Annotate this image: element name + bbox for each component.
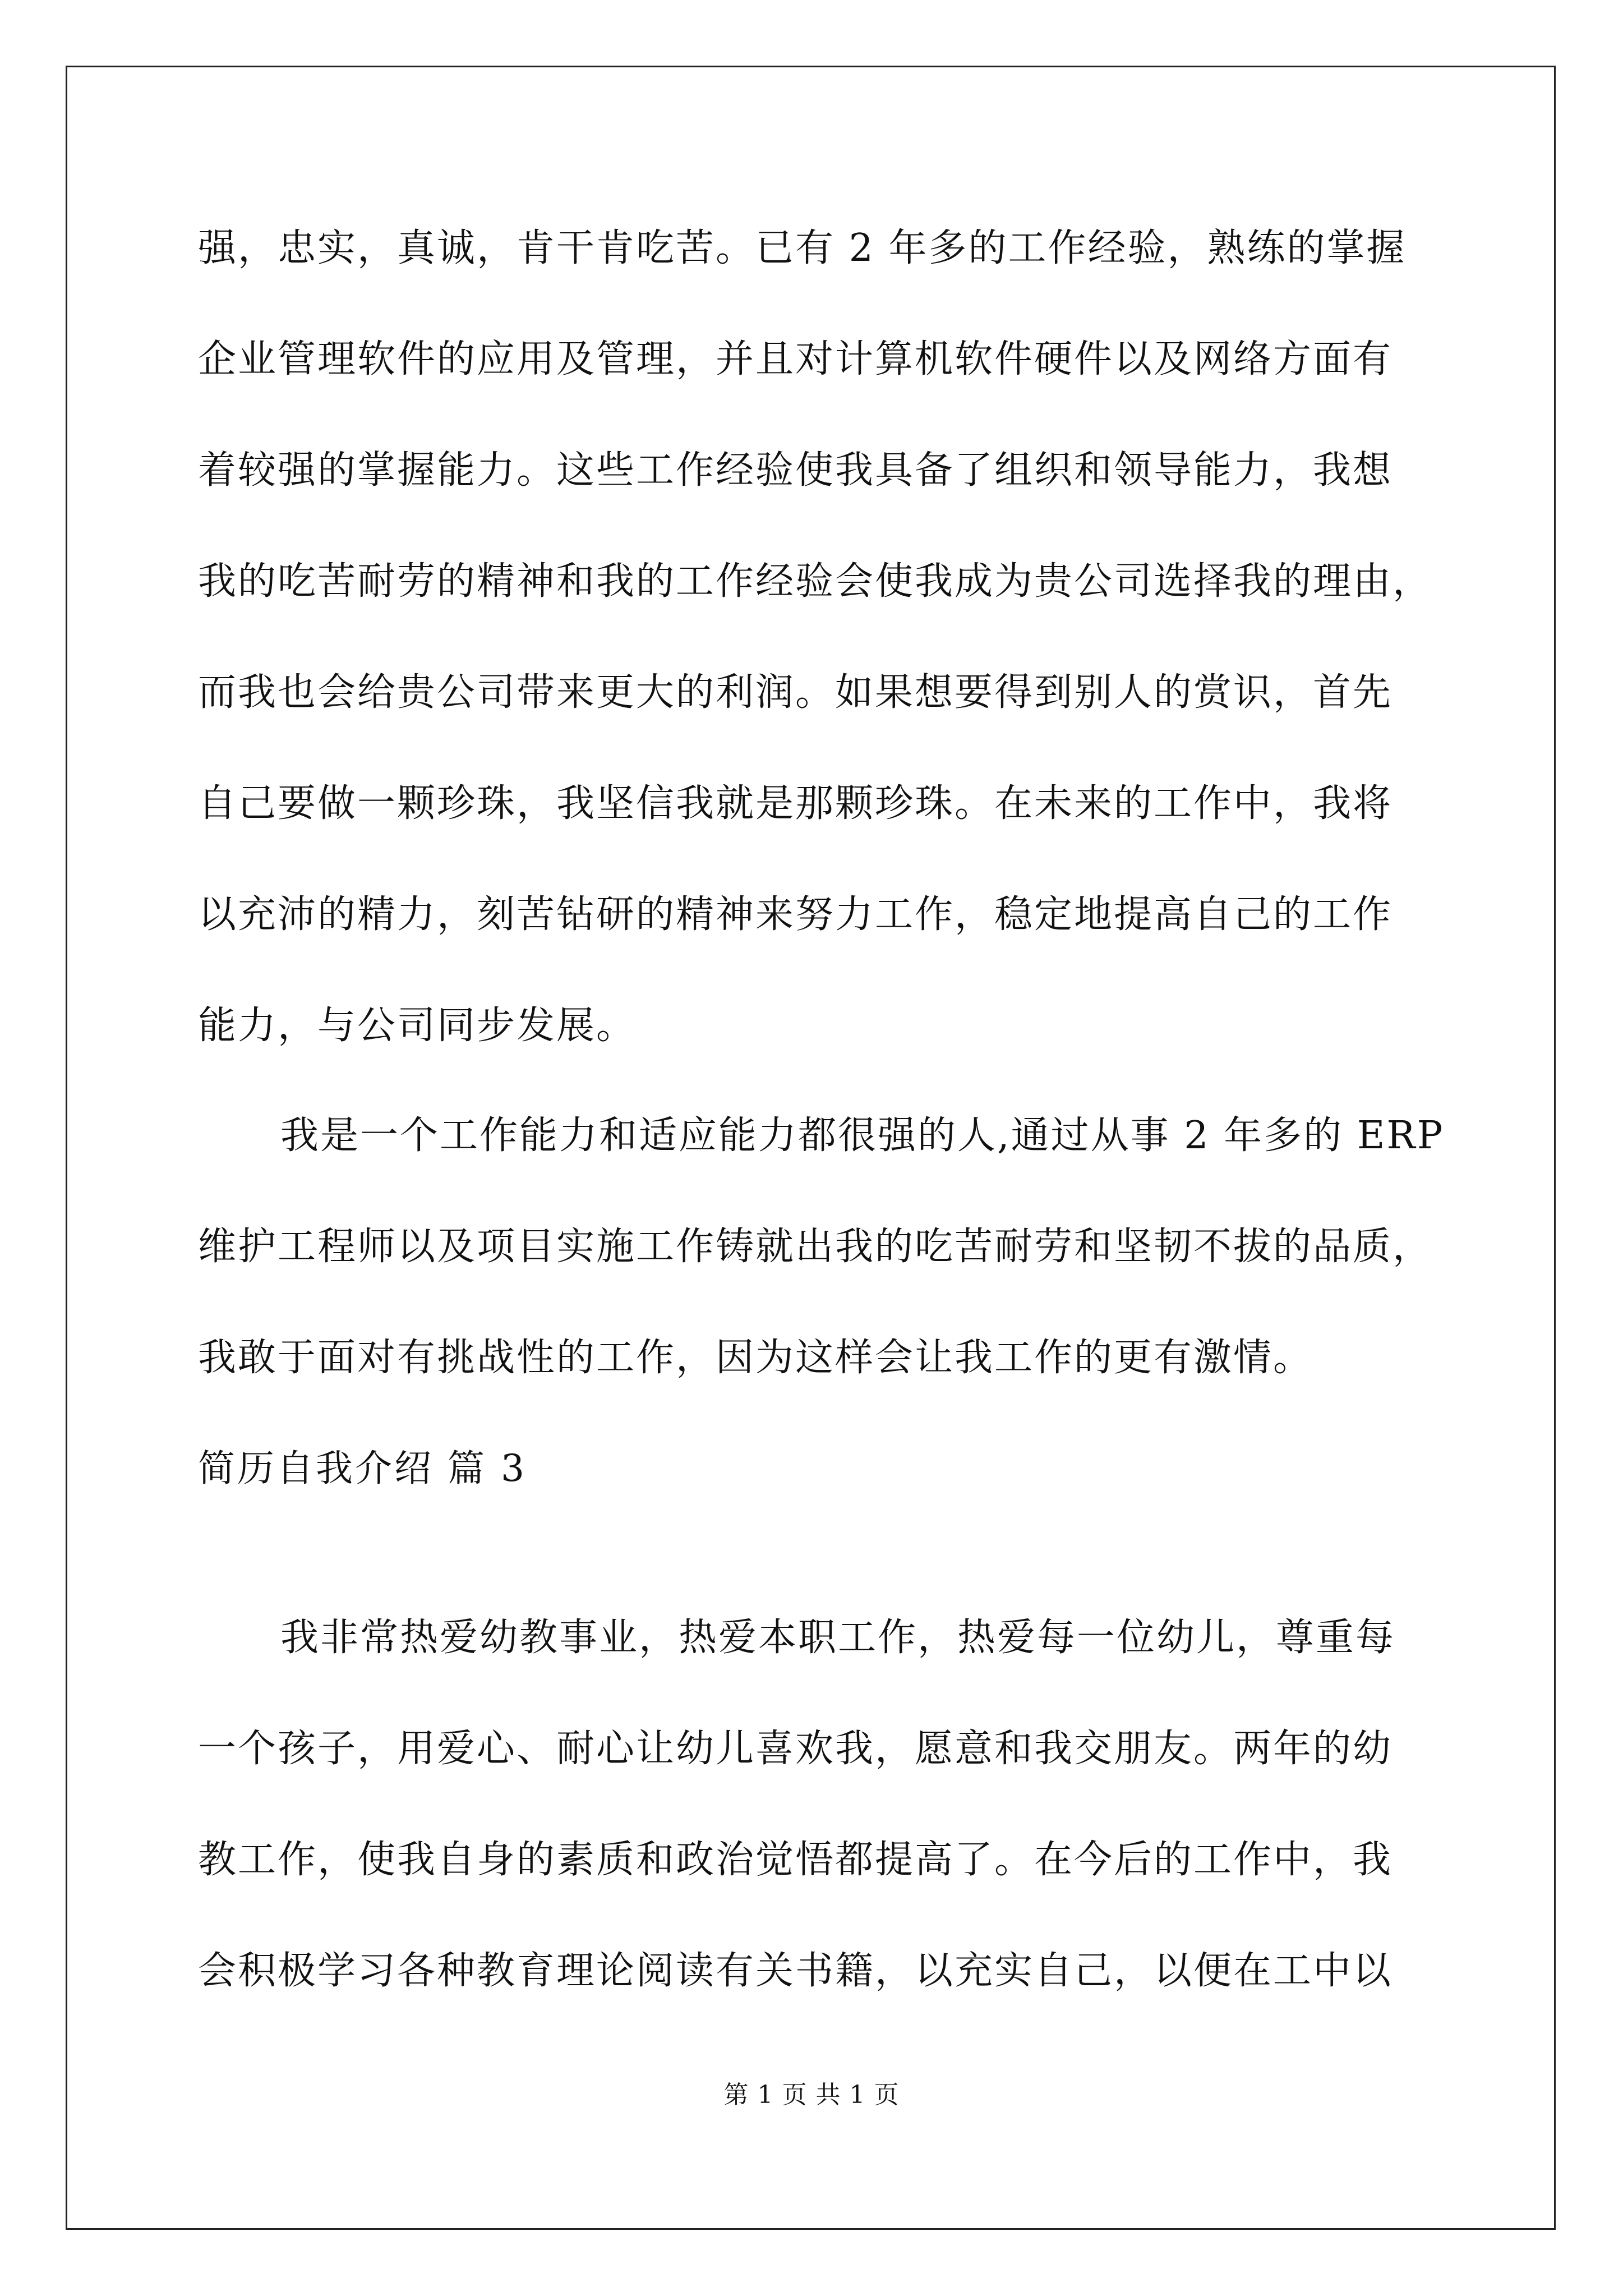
section-heading: 简历自我介绍 篇 3 (198, 1447, 527, 1490)
text-line: 而我也会给贵公司带来更大的利润。如果想要得到别人的赏识，首先 (198, 670, 1393, 715)
text-line: 我是一个工作能力和适应能力都很强的人,通过从事 2 年多的 ERP (280, 1114, 1445, 1158)
text-line: 着较强的掌握能力。这些工作经验使我具备了组织和领导能力，我想 (198, 448, 1393, 493)
text-line: 企业管理软件的应用及管理，并且对计算机软件硬件以及网络方面有 (198, 337, 1393, 381)
text-line: 教工作，使我自身的素质和政治觉悟都提高了。在今后的工作中，我 (198, 1838, 1393, 1882)
page-footer: 第 1 页 共 1 页 (723, 2081, 900, 2109)
text-line: 我敢于面对有挑战性的工作，因为这样会让我工作的更有激情。 (198, 1336, 1313, 1380)
text-line: 强，忠实，真诚，肯干肯吃苦。已有 2 年多的工作经验，熟练的掌握 (198, 226, 1407, 270)
text-line: 维护工程师以及项目实施工作铸就出我的吃苦耐劳和坚韧不拔的品质， (198, 1225, 1433, 1269)
text-line: 能力，与公司同步发展。 (198, 1004, 637, 1048)
text-line: 会积极学习各种教育理论阅读有关书籍，以充实自己，以便在工中以 (198, 1949, 1393, 1993)
text-line: 以充沛的精力，刻苦钻研的精神来努力工作，稳定地提高自己的工作 (198, 892, 1393, 937)
text-line: 一个孩子，用爱心、耐心让幼儿喜欢我，愿意和我交朋友。两年的幼 (198, 1727, 1393, 1771)
text-line: 我的吃苦耐劳的精神和我的工作经验会使我成为贵公司选择我的理由， (198, 559, 1433, 604)
text-line: 我非常热爱幼教事业，热爱本职工作，热爱每一位幼儿，尊重每 (280, 1616, 1396, 1660)
text-line: 自己要做一颗珍珠，我坚信我就是那颗珍珠。在未来的工作中，我将 (198, 781, 1393, 826)
